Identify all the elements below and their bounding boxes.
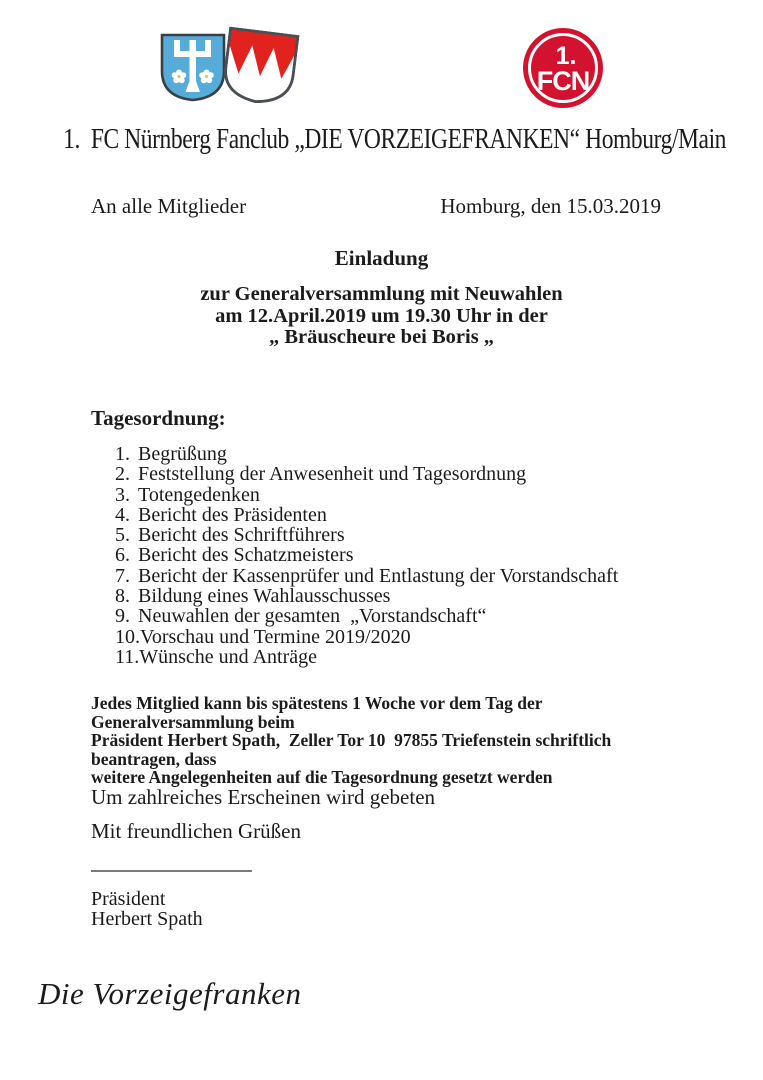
agenda-item-text: Bericht des Schriftführers [138,524,345,547]
agenda-item-text: Totengedenken [138,483,260,506]
attendance-request: Um zahlreiches Erscheinen wird gebeten [91,785,436,809]
agenda-item-number: 7. [115,564,130,587]
salutation: Mit freundlichen Grüßen [91,819,301,843]
agenda-item-text: Feststellung der Anwesenheit und Tagesordnung [138,463,527,486]
agenda-item-number: 11. [115,645,140,668]
agenda-item-number: 1. [115,443,130,465]
agenda-item [115,627,715,647]
invitation-line-1: zur Generalversammlung mit Neuwahlen [200,283,563,305]
agenda-item [115,545,715,565]
agenda-item [115,505,715,525]
signature-block [91,889,203,929]
coat-of-arms-group [156,28,306,108]
agenda-item [115,464,715,484]
fcn-logo-line1: 1. [555,42,577,70]
fcn-logo-line2: FCN [536,66,590,96]
agenda-list [115,444,715,667]
agenda-item-number: 8. [115,585,130,608]
agenda-item-number: 4. [115,503,130,526]
recipient-line: An alle Mitglieder [91,194,247,218]
agenda-item [115,525,715,545]
motions-notice-line-3: weitere Angelegenheiten auf die Tagesordnung gesetzt werden [91,767,553,788]
address-row [91,194,661,219]
agenda-item-text: Bericht des Präsidenten [138,503,327,526]
agenda-item [115,444,715,464]
agenda-item [115,647,715,667]
invitation-details [0,284,763,349]
signature-line [91,870,252,872]
agenda-item-number: 10. [115,625,140,648]
agenda-item-text: Neuwahlen der gesamten „Vorstandschaft“ [138,605,487,628]
agenda-item-text: Vorschau und Termine 2019/2020 [140,625,411,648]
agenda-item-number: 9. [115,605,130,628]
club-slogan: Die Vorzeigefranken [38,976,302,1011]
agenda-item [115,485,715,505]
agenda-item-number: 2. [115,463,130,486]
agenda-item-number: 5. [115,524,130,547]
agenda-item-text: Begrüßung [138,443,227,465]
motions-notice-line-2: Präsident Herbert Spath, Zeller Tor 10 97855 Triefenstein schriftlich beantragen, dass [91,730,616,769]
place-date-line: Homburg, den 15.03.2019 [440,194,661,218]
agenda-item-text: Bildung eines Wahlausschusses [138,585,391,608]
agenda-heading: Tagesordnung: [91,406,226,430]
agenda-item-number: 3. [115,483,130,506]
letterhead [0,124,763,156]
agenda-item [115,606,715,626]
signer-role: Präsident [91,888,166,910]
agenda-item [115,586,715,606]
agenda-item-number: 6. [115,544,130,567]
invitation-line-2: am 12.April.2019 um 19.30 Uhr in der [215,304,548,327]
agenda-item-text: Wünsche und Anträge [139,645,317,668]
invitation-heading: Einladung [334,246,429,270]
fcn-club-logo-icon [521,26,605,110]
franconian-rake-coat-of-arms-icon [218,24,303,111]
signer-name: Herbert Spath [91,908,203,930]
invitation-venue: „ Bräuscheure bei Boris „ [268,326,495,348]
agenda-item-text: Bericht der Kassenprüfer und Entlastung der Vorstandschaft [138,564,619,587]
motions-notice [91,694,691,787]
agenda-item-text: Bericht des Schatzmeisters [138,544,354,567]
page-title: 1. FC Nürnberg Fanclub „DIE VORZEIGEFRANKEN“ Homburg/Main [63,124,727,155]
motions-notice-line-1: Jedes Mitglied kann bis spätestens 1 Woche vor dem Tag der Generalversammlung beim [91,693,547,732]
agenda-item [115,566,715,586]
